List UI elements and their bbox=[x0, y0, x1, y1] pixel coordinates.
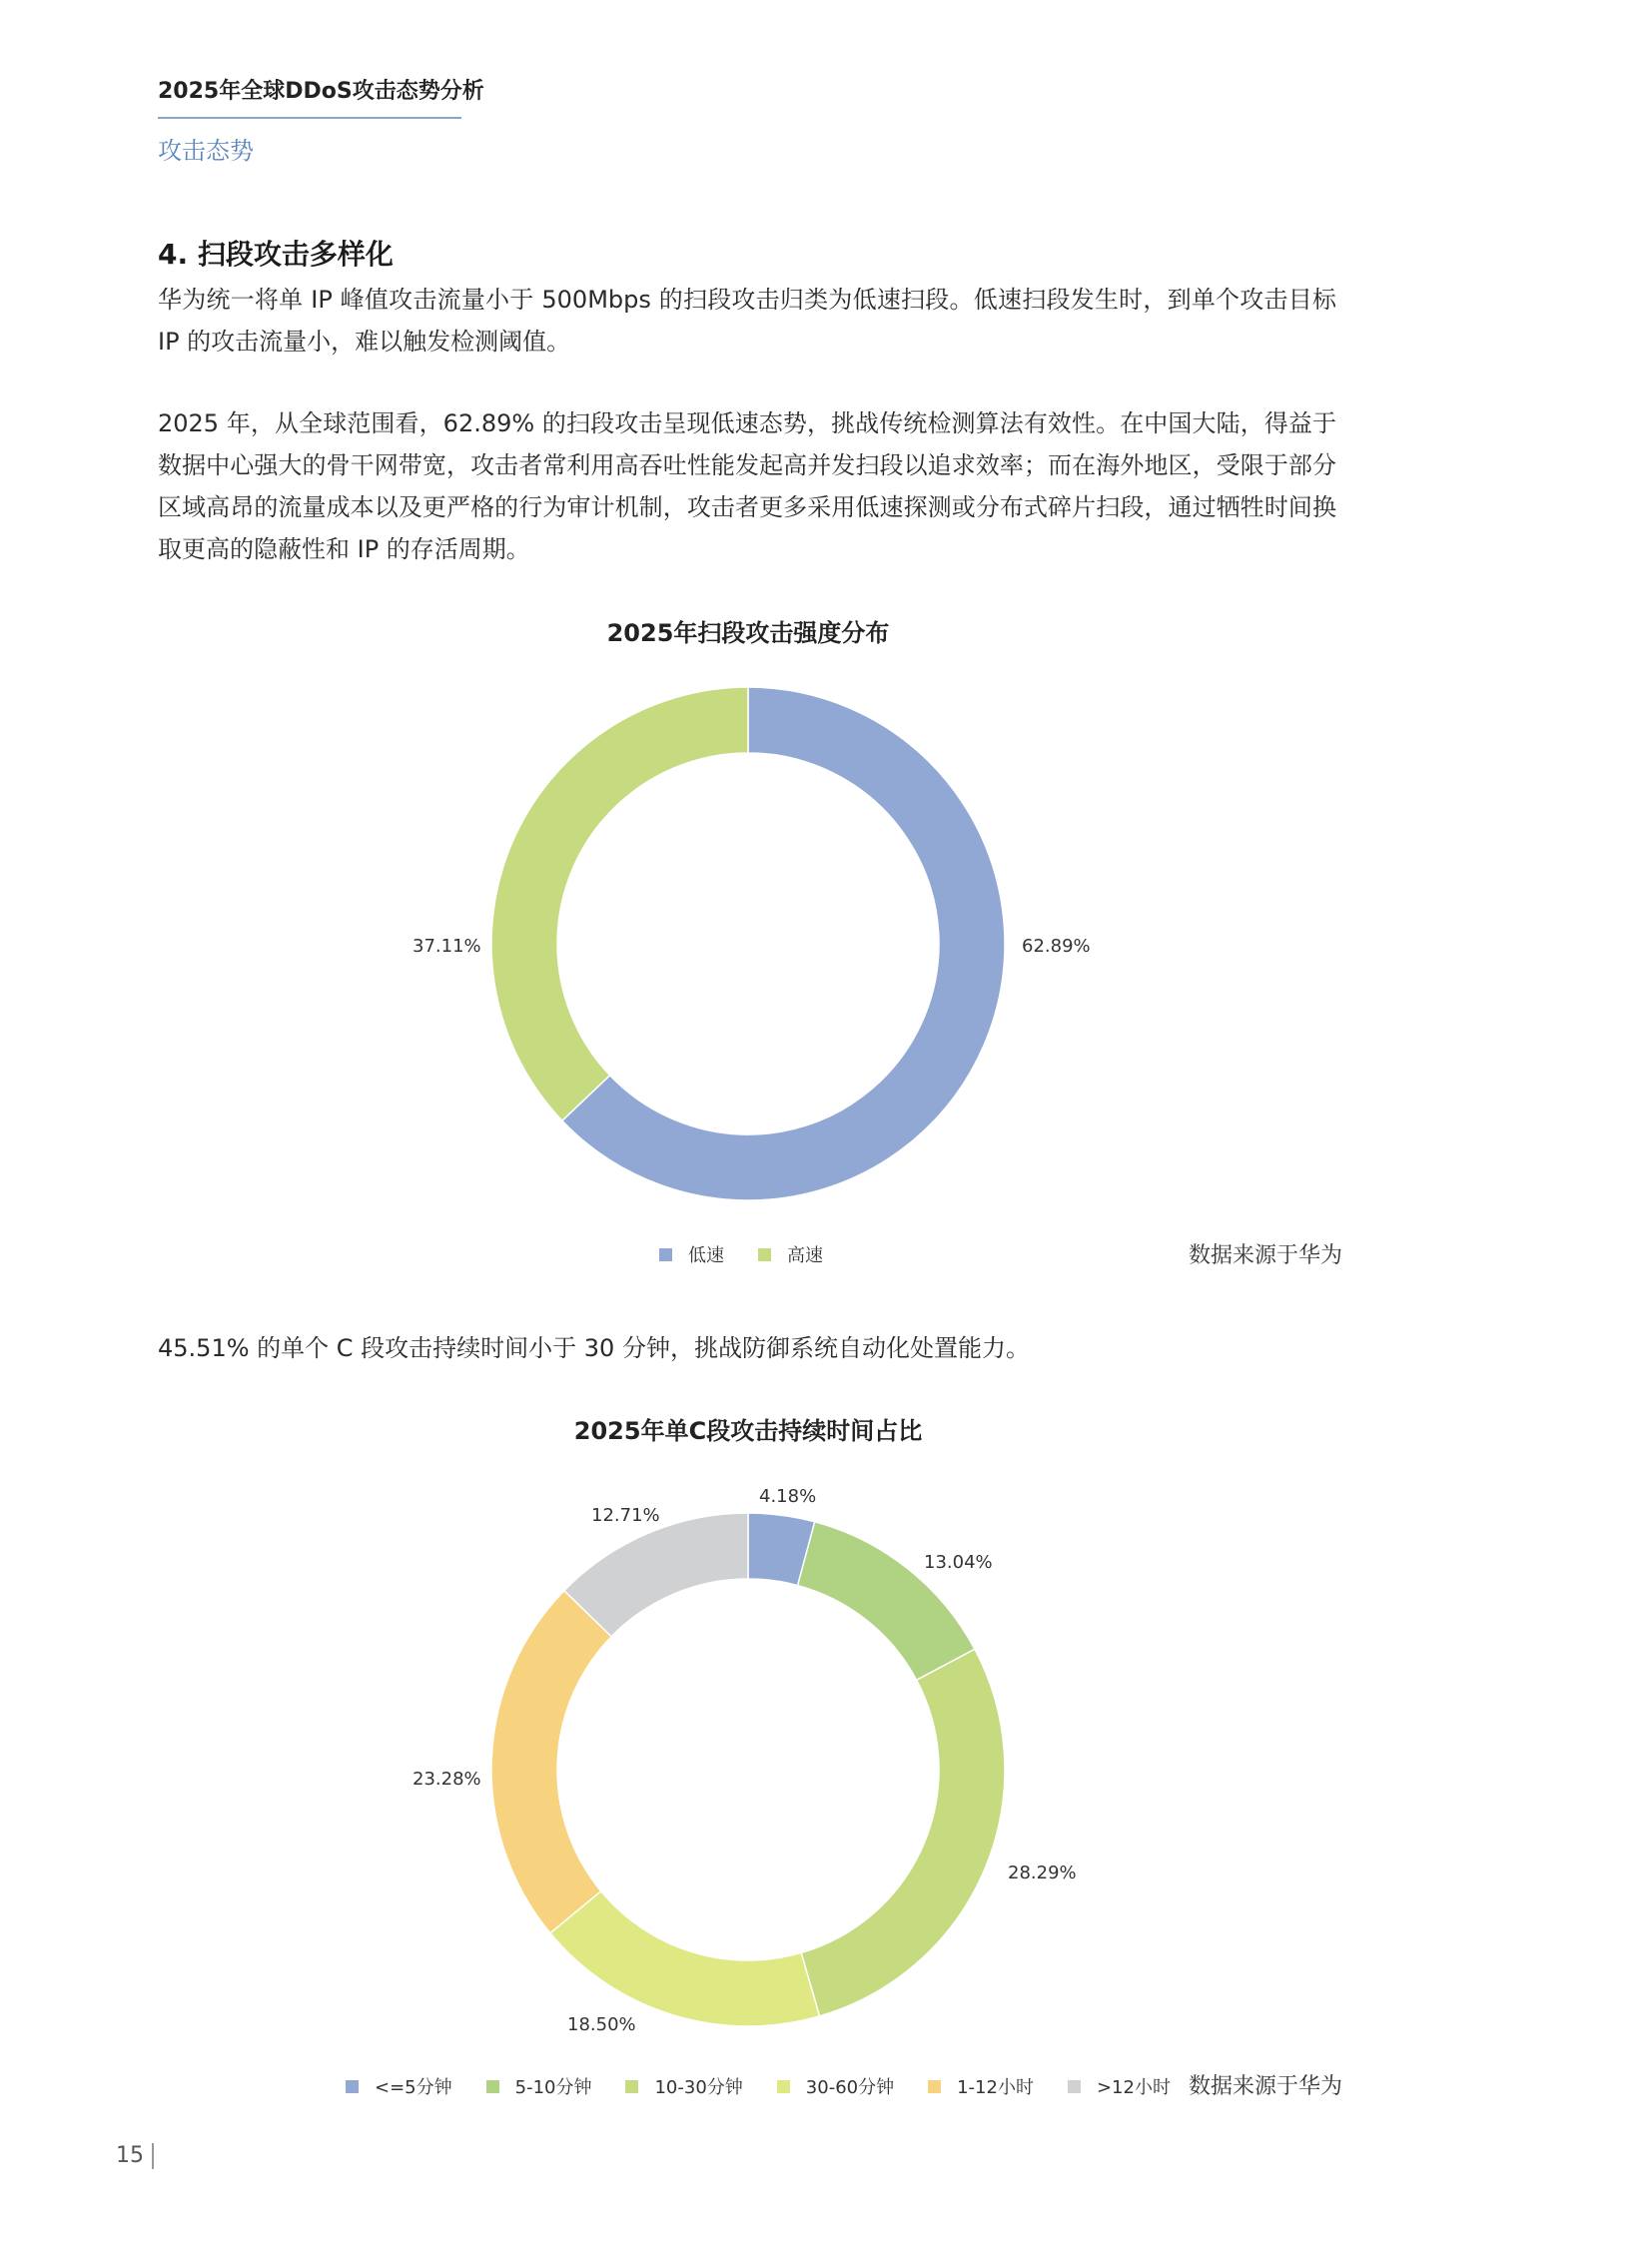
chart-2-data-label-10-30: 28.29% bbox=[1008, 1863, 1077, 1883]
legend-label: 5-10分钟 bbox=[514, 2077, 592, 2098]
legend-label: 1-12小时 bbox=[957, 2077, 1034, 2098]
legend-label: 30-60分钟 bbox=[805, 2077, 895, 2098]
chart-2-slice-5 bbox=[564, 1513, 748, 1637]
chart-2-source: 数据来源于华为 bbox=[1189, 2074, 1343, 2099]
document-title: 2025年全球DDoS攻击态势分析 bbox=[158, 79, 484, 104]
chart-2-data-label-1-12h: 23.28% bbox=[413, 1769, 481, 1790]
paragraph-intro: 华为统一将单 IP 峰值攻击流量小于 500Mbps 的扫段攻击归类为低速扫段。低速扫段发生时，到单个攻击目标 IP 的攻击流量小，难以触发检测阈值。 bbox=[158, 286, 1336, 356]
chart-1-data-label-high: 37.11% bbox=[413, 936, 481, 957]
legend-swatch bbox=[1068, 2080, 1081, 2093]
chart-1-title: 2025年扫段攻击强度分布 bbox=[606, 619, 890, 647]
legend-label: 高速 bbox=[787, 1245, 823, 1266]
paragraph-analysis: 2025 年，从全球范围看，62.89% 的扫段攻击呈现低速态势，挑战传统检测算法有效性。在中国大陆，得益于数据中心强大的骨干网带宽，攻击者常利用高吞吐性能发起高并发扫段以追求效率；而在海外地区，受限于部分区域高昂的流量成本以及更严格的行为审计机制，攻击者更多采用低速探测或分布式碎片扫段，通过牺牲时间换取更高的隐蔽性和 IP 的存活周期。 bbox=[158, 409, 1336, 563]
legend-swatch bbox=[486, 2080, 499, 2093]
chart-1-data-label-low: 62.89% bbox=[1022, 936, 1091, 957]
chart-2-slice-1 bbox=[798, 1522, 975, 1680]
legend-swatch bbox=[346, 2080, 359, 2093]
page-number-divider bbox=[152, 2143, 154, 2169]
section-label: 攻击态势 bbox=[158, 137, 254, 165]
legend-item-10-30 bbox=[625, 2073, 742, 2099]
legend-label: >12小时 bbox=[1096, 2077, 1171, 2098]
legend-label: 10-30分钟 bbox=[654, 2077, 743, 2098]
chart-2-data-label-30-60: 18.50% bbox=[567, 2014, 636, 2035]
legend-item-le5 bbox=[346, 2073, 452, 2099]
legend-label: <=5分钟 bbox=[375, 2077, 452, 2098]
chart-2-slice-4 bbox=[491, 1591, 611, 1933]
chart-1-source: 数据来源于华为 bbox=[1189, 1243, 1343, 1268]
legend-item-gt12h bbox=[1068, 2073, 1171, 2099]
legend-swatch bbox=[625, 2080, 638, 2093]
legend-swatch bbox=[928, 2080, 941, 2093]
chart-2-data-label-5-10: 13.04% bbox=[924, 1552, 993, 1573]
chart-2-data-label-le5: 4.18% bbox=[759, 1486, 817, 1507]
chart-2-data-label-gt12h: 12.71% bbox=[591, 1505, 660, 1526]
legend-item-30-60 bbox=[777, 2073, 894, 2099]
section-heading: 4. 扫段攻击多样化 bbox=[158, 238, 394, 271]
legend-item-5-10 bbox=[486, 2073, 592, 2099]
chart-2-slice-2 bbox=[801, 1649, 1005, 2016]
paragraph-duration: 45.51% 的单个 C 段攻击持续时间小于 30 分钟，挑战防御系统自动化处置能力。 bbox=[158, 1334, 1030, 1362]
legend-label: 低速 bbox=[688, 1245, 724, 1266]
page-number: 15 bbox=[116, 2143, 144, 2168]
legend-item-1-12h bbox=[928, 2073, 1034, 2099]
chart-2-slice-3 bbox=[550, 1891, 820, 2026]
chart-2-title: 2025年单C段攻击持续时间占比 bbox=[573, 1417, 923, 1445]
chart-2-legend bbox=[346, 2073, 1205, 2099]
legend-swatch bbox=[777, 2080, 790, 2093]
